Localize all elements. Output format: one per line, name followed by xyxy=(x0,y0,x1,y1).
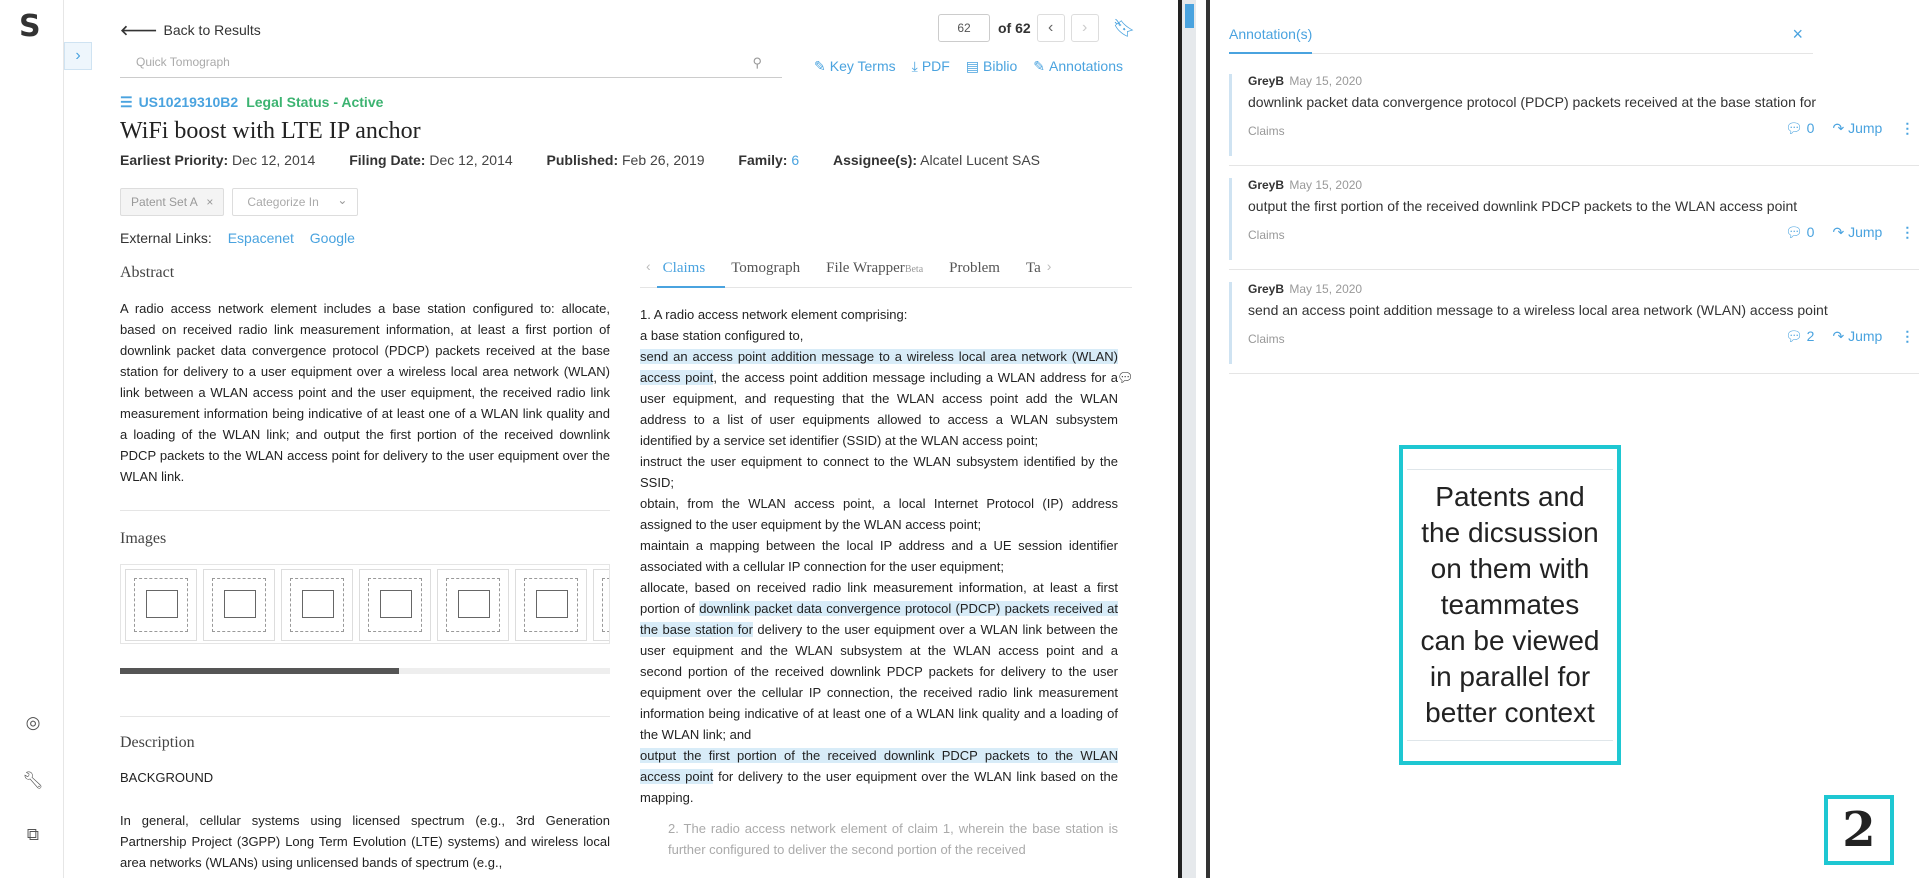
annotation-source: Claims xyxy=(1248,228,1285,242)
assignee-label: Assignee(s): xyxy=(833,152,918,168)
back-label: Back to Results xyxy=(163,22,261,38)
divider xyxy=(120,716,610,717)
annotation-card[interactable] xyxy=(1229,270,1919,374)
patent-meta xyxy=(120,152,1070,168)
scrollbar-thumb[interactable] xyxy=(1185,4,1194,28)
wrench-icon[interactable]: 🔧︎ xyxy=(22,771,44,790)
annotation-text: output the first portion of the received downlink PDCP packets to the WLAN access point xyxy=(1248,198,1798,214)
earliest-priority-label: Earliest Priority: xyxy=(120,152,229,168)
comments-button[interactable] xyxy=(1785,120,1814,137)
comments-button[interactable] xyxy=(1785,224,1814,241)
jump-button[interactable] xyxy=(1832,120,1882,137)
more-icon[interactable]: ⋮ xyxy=(1900,120,1915,136)
assignee-value: Alcatel Lucent SAS xyxy=(920,152,1041,168)
more-icon[interactable]: ⋮ xyxy=(1900,224,1915,240)
family-label: Family: xyxy=(738,152,788,168)
chevron-right-icon: › xyxy=(75,47,81,64)
lifebuoy-icon[interactable]: ◎ xyxy=(25,713,41,732)
file-icon: ▤ xyxy=(965,58,980,74)
page-total: of 62 xyxy=(998,20,1031,36)
claim-highlight[interactable]: send an access point addition message to a wireless local area network (WLAN) access point xyxy=(640,349,1118,385)
comment-icon[interactable]: 💬︎ xyxy=(1117,370,1134,385)
claim-line xyxy=(640,346,1118,451)
expand-sidebar-button[interactable] xyxy=(64,42,92,70)
google-link[interactable]: Google xyxy=(309,230,355,246)
published-value: Feb 26, 2019 xyxy=(622,152,705,168)
biblio-button[interactable] xyxy=(966,58,1017,75)
doc-tabs xyxy=(640,258,1132,288)
prev-page-button[interactable] xyxy=(1037,14,1065,42)
jump-label: Jump xyxy=(1848,328,1883,344)
claim-text: , the access point addition message including a WLAN address for a user equipment, and requesting that the WLAN access point add the WLAN address to a list of user equipments allowed to access a WLAN subsystem identified by a service set identifier (SSID) at the WLAN access point; xyxy=(640,370,1119,448)
page-number-input[interactable]: 62 xyxy=(938,14,990,42)
image-gallery xyxy=(120,564,610,644)
pdf-label: PDF xyxy=(921,58,950,74)
jump-icon: ↷ xyxy=(1832,120,1845,136)
pencil-icon: ✎ xyxy=(814,58,826,74)
claim-highlight[interactable]: output the first portion of the received downlink PDCP packets to the WLAN access point xyxy=(640,748,1118,784)
external-links xyxy=(120,230,355,246)
comments-button[interactable] xyxy=(1785,328,1814,345)
earliest-priority-value: Dec 12, 2014 xyxy=(232,152,316,168)
patent-image-thumbnail[interactable] xyxy=(593,569,610,641)
quick-tomograph-placeholder: Quick Tomograph xyxy=(136,55,230,69)
categorize-select[interactable] xyxy=(232,188,358,216)
claim-2: 2. The radio access network element of claim 1, wherein the base station is further configured to deliver the second portion of the received xyxy=(668,821,1118,857)
bookmark-icon[interactable]: 🔖︎ xyxy=(1112,17,1136,38)
annotation-user: GreyB xyxy=(1248,74,1285,88)
patent-number[interactable]: US10219310B2 xyxy=(138,94,239,110)
description-text: In general, cellular systems using licensed spectrum (e.g., 3rd Generation Partnership Project (3GPP) Long Term Evolution (LTE) systems) and wireless local area networks (WLANs) using unlicensed bands of spectrum (e.g., xyxy=(120,813,610,870)
patent-set-tag[interactable] xyxy=(120,188,224,216)
pager xyxy=(938,14,1136,42)
claim-text: delivery to the user equipment over a WLAN link between the user equipment and the WLAN subsystem at the WLAN access point and a second portion of the received downlink PDCP packets for delivery to the user equipment over the cellular IP connection, the received radio link measurement information being indicative of at least one of a WLAN link quality and a loading of the WLAN link; and xyxy=(640,622,1118,742)
claim-text: allocate, based on received radio link measurement information, at least a first portion of xyxy=(640,580,1118,616)
claim-line: instruct the user equipment to connect to the WLAN subsystem identified by the SSID; xyxy=(640,454,1118,490)
more-icon[interactable]: ⋮ xyxy=(1900,328,1915,344)
annotation-text: downlink packet data convergence protocol (PDCP) packets received at the base station for xyxy=(1248,94,1817,110)
categorize-placeholder: Categorize In xyxy=(247,195,319,209)
chevron-left-icon[interactable]: ‹ xyxy=(646,258,651,274)
filing-date-value: Dec 12, 2014 xyxy=(429,152,513,168)
patent-image-thumbnail[interactable] xyxy=(125,569,197,641)
comment-icon: 💬︎ xyxy=(1785,120,1803,136)
annotation-date: May 15, 2020 xyxy=(1289,178,1363,192)
claim-text: for delivery to the user equipment over the WLAN link based on the mapping. xyxy=(640,769,1118,805)
description-heading: Description xyxy=(120,734,195,751)
annotation-user: GreyB xyxy=(1248,178,1285,192)
claim-line: a base station configured to, xyxy=(640,328,804,343)
claims-text xyxy=(640,304,1118,860)
key-terms-button[interactable] xyxy=(814,58,896,75)
annotation-card[interactable] xyxy=(1229,62,1919,166)
annotations-button[interactable] xyxy=(1033,58,1123,75)
left-rail xyxy=(0,0,81,878)
chevron-right-icon: › xyxy=(1082,19,1088,36)
jump-icon: ↷ xyxy=(1832,224,1845,240)
close-icon[interactable]: × xyxy=(1792,24,1803,44)
key-terms-label: Key Terms xyxy=(829,58,896,74)
image-scrollbar[interactable] xyxy=(120,668,610,674)
comment-icon: 💬︎ xyxy=(1785,328,1803,344)
step-number: 2 xyxy=(1824,795,1894,865)
callout-text: Patents and the dicsussion on them with teammates can be viewed in parallel for better context xyxy=(1407,469,1613,741)
download-icon: ⤓ xyxy=(911,58,918,74)
published-label: Published: xyxy=(546,152,619,168)
chevron-left-icon: ‹ xyxy=(1048,19,1054,36)
divider xyxy=(120,510,610,511)
annotations-header xyxy=(1229,18,1813,54)
comment-count: 0 xyxy=(1806,224,1815,240)
tag-row xyxy=(120,188,358,216)
remove-tag-icon[interactable]: × xyxy=(206,195,214,209)
annotation-source: Claims xyxy=(1248,332,1285,346)
claim-line: obtain, from the WLAN access point, a local Internet Protocol (IP) address assigned to the user equipment by the WLAN access point; xyxy=(640,496,1118,532)
jump-button[interactable] xyxy=(1832,224,1882,241)
legal-status: Legal Status - Active xyxy=(246,94,384,110)
file-wrapper-label: File Wrapper xyxy=(826,260,905,276)
annotation-date: May 15, 2020 xyxy=(1289,74,1363,88)
tab-truncated[interactable]: Ta xyxy=(1025,260,1041,276)
family-link[interactable]: 6 xyxy=(791,152,800,168)
comment-icon: 💬︎ xyxy=(1785,224,1803,240)
tab-tomograph[interactable]: Tomograph xyxy=(731,260,801,276)
pane-scrollbar[interactable] xyxy=(1182,0,1196,878)
images-heading: Images xyxy=(120,530,167,547)
jump-button[interactable] xyxy=(1832,328,1882,345)
biblio-label: Biblio xyxy=(983,58,1018,74)
arrow-left-icon: 🡐 xyxy=(120,22,158,38)
next-page-button[interactable] xyxy=(1071,14,1099,42)
patent-number-row xyxy=(120,94,383,111)
comment-count: 0 xyxy=(1806,120,1815,136)
jump-label: Jump xyxy=(1848,224,1883,240)
tab-file-wrapper[interactable] xyxy=(820,258,943,288)
annotation-text: send an access point addition message to a wireless local area network (WLAN) access point xyxy=(1248,302,1828,318)
patent-image-thumbnail[interactable] xyxy=(515,569,587,641)
espacenet-link[interactable]: Espacenet xyxy=(227,230,294,246)
back-to-results-link[interactable] xyxy=(120,22,261,39)
scrollbar-thumb[interactable] xyxy=(120,668,399,674)
chevron-right-icon[interactable]: › xyxy=(1046,258,1052,274)
claim-highlight[interactable]: downlink packet data convergence protocol (PDCP) packets received at the base station for xyxy=(640,601,1118,637)
jump-label: Jump xyxy=(1848,120,1883,136)
claim-line xyxy=(640,745,1118,808)
abstract-text: A radio access network element includes a base station configured to: allocate, based on received radio link measurement information, at least a first portion of downlink packet data convergence protocol (PDCP) packets received at the base station for delivery to a user equipment over a wireless local area network (WLAN) link between a WLAN access point and the user equipment, the received radio link measurement information being indicative of at least one of a WLAN link quality and a loading of the WLAN link; and output the first portion of the received downlink PDCP packets to the WLAN access point for delivery to the user equipment over the WLAN link. xyxy=(120,301,610,484)
quick-tomograph-input[interactable] xyxy=(120,52,782,78)
abstract-heading: Abstract xyxy=(120,264,175,281)
menu-icon[interactable]: ☰ xyxy=(120,94,133,110)
patent-image-thumbnail[interactable] xyxy=(437,569,509,641)
claim-line xyxy=(640,577,1118,745)
jump-icon: ↷ xyxy=(1832,328,1845,344)
pdf-button[interactable] xyxy=(912,58,950,75)
claim-line: 1. A radio access network element comprising: xyxy=(640,307,908,322)
annotation-user: GreyB xyxy=(1248,282,1285,296)
search-icon[interactable]: ⚲ xyxy=(752,55,762,70)
app-logo[interactable]: S xyxy=(19,9,41,44)
claim-line: maintain a mapping between the local IP address and a UE session identifier associated with a cellular IP connection for the user equipment; xyxy=(640,538,1118,574)
filing-date-label: Filing Date: xyxy=(349,152,426,168)
external-links-label: External Links: xyxy=(120,230,212,246)
patent-image-thumbnail[interactable] xyxy=(281,569,353,641)
background-heading: BACKGROUND xyxy=(120,770,214,785)
doc-toolbar xyxy=(814,58,1123,75)
chevron-down-icon: ⌄ xyxy=(337,193,348,207)
external-box-icon[interactable]: ⧉ xyxy=(26,825,40,844)
tag-label: Patent Set A xyxy=(131,195,198,209)
annotation-source: Claims xyxy=(1248,124,1285,138)
comment-count: 2 xyxy=(1806,328,1815,344)
patent-image-thumbnail[interactable] xyxy=(203,569,275,641)
tutorial-callout xyxy=(1399,445,1621,765)
patent-image-thumbnail[interactable] xyxy=(359,569,431,641)
beta-badge: Beta xyxy=(904,264,924,275)
pencil-icon: ✎ xyxy=(1033,58,1046,74)
annotations-label: Annotations xyxy=(1049,58,1123,74)
annotation-date: May 15, 2020 xyxy=(1289,282,1363,296)
patent-title: WiFi boost with LTE IP anchor xyxy=(120,118,421,144)
tab-problem[interactable]: Problem xyxy=(949,260,1000,276)
tab-claims[interactable]: Claims xyxy=(657,258,726,288)
annotation-card[interactable] xyxy=(1229,166,1919,270)
tab-annotations[interactable]: Annotation(s) xyxy=(1229,18,1312,54)
